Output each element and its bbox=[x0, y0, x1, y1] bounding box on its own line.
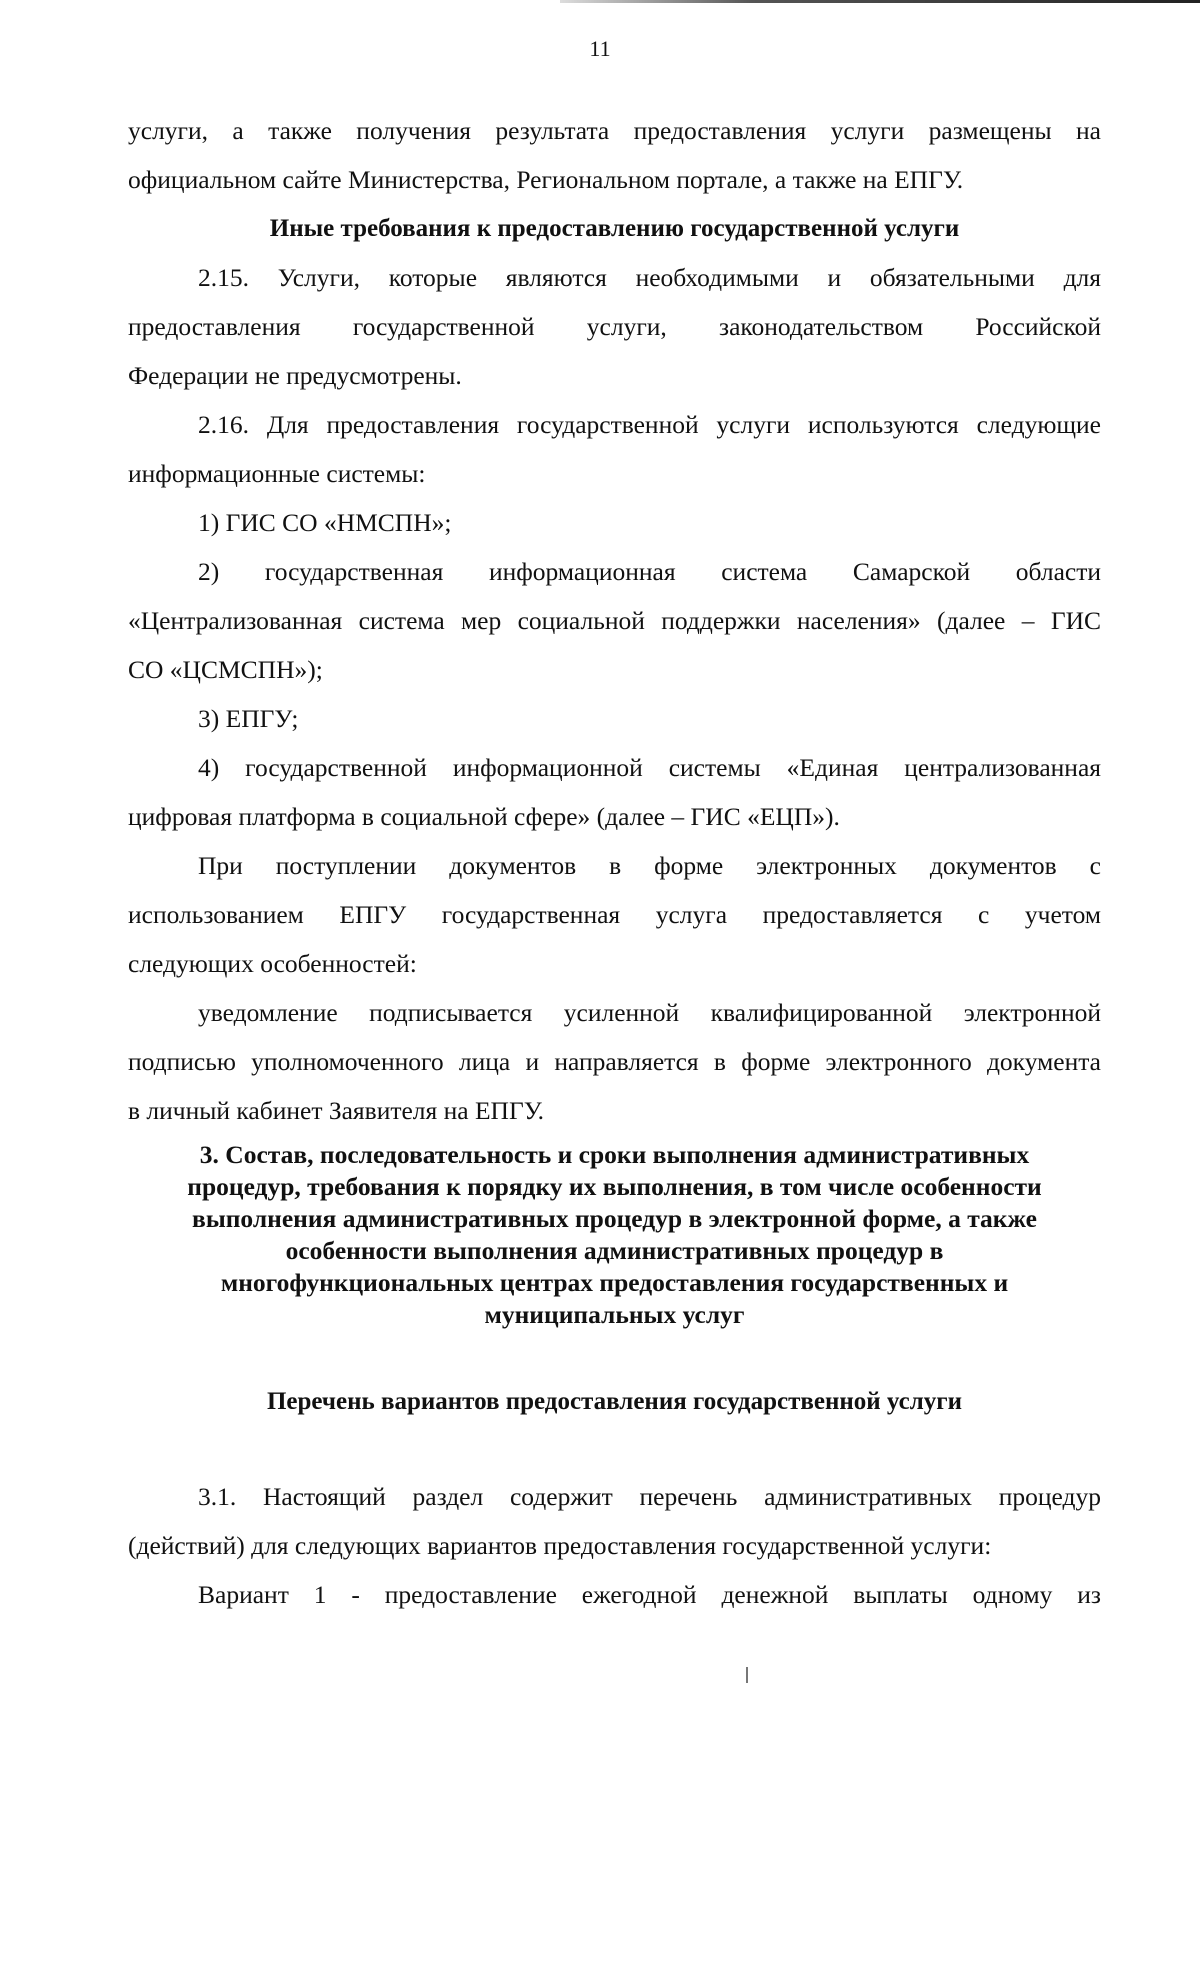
paragraph-notification-line: подписью уполномоченного лица и направляется в форме электронного документа bbox=[128, 1047, 1101, 1076]
list-item-4-line: 4) государственной информационной системы «Единая централизованная bbox=[198, 753, 1101, 782]
paragraph-3-1-line: 3.1. Настоящий раздел содержит перечень административных процедур bbox=[198, 1482, 1101, 1511]
paragraph-notification-line: в личный кабинет Заявителя на ЕПГУ. bbox=[128, 1096, 544, 1125]
paragraph-2-15-line: Федерации не предусмотрены. bbox=[128, 361, 462, 390]
paragraph-notification-line: уведомление подписывается усиленной квалифицированной электронной bbox=[198, 998, 1101, 1027]
section-heading-line: особенности выполнения административных процедур в bbox=[285, 1236, 944, 1265]
paragraph-2-16-line: информационные системы: bbox=[128, 459, 426, 488]
list-item-2-line: «Централизованная система мер социальной поддержки населения» (далее – ГИС bbox=[128, 606, 1101, 635]
subsection-heading-variants: Перечень вариантов предоставления государственной услуги bbox=[266, 1388, 963, 1415]
variant-1-line: Вариант 1 - предоставление ежегодной денежной выплаты одному из bbox=[198, 1580, 1101, 1609]
section-heading-line: 3. Состав, последовательность и сроки выполнения административных bbox=[199, 1140, 1030, 1169]
section-heading-line: многофункциональных центрах предоставления государственных и bbox=[220, 1268, 1009, 1297]
page-number: 11 bbox=[589, 36, 611, 61]
list-item-1: 1) ГИС СО «НМСПН»; bbox=[198, 508, 452, 537]
section-heading-line: выполнения административных процедур в электронной форме, а также bbox=[192, 1204, 1037, 1233]
section-3-heading bbox=[128, 1139, 1101, 1331]
scan-edge-line bbox=[560, 0, 1200, 3]
scan-mark bbox=[746, 1667, 748, 1683]
list-item-3: 3) ЕПГУ; bbox=[198, 704, 299, 733]
section-heading-line: муниципальных услуг bbox=[484, 1300, 745, 1329]
paragraph-2-15-line: 2.15. Услуги, которые являются необходимыми и обязательными для bbox=[198, 263, 1101, 292]
section-heading-line: процедур, требования к порядку их выполнения, в том числе особенности bbox=[187, 1172, 1042, 1201]
paragraph-line: услуги, а также получения результата предоставления услуги размещены на bbox=[128, 116, 1101, 145]
paragraph-electronic-line: следующих особенностей: bbox=[128, 949, 417, 978]
paragraph-electronic-line: При поступлении документов в форме электронных документов с bbox=[198, 851, 1101, 880]
paragraph-2-15-line: предоставления государственной услуги, законодательством Российской bbox=[128, 312, 1101, 341]
paragraph-3-1-line: (действий) для следующих вариантов предоставления государственной услуги: bbox=[128, 1531, 992, 1560]
list-item-2-line: 2) государственная информационная система Самарской области bbox=[198, 557, 1101, 586]
paragraph-line: официальном сайте Министерства, Региональном портале, а также на ЕПГУ. bbox=[128, 165, 964, 194]
paragraph-2-16-line: 2.16. Для предоставления государственной услуги используются следующие bbox=[198, 410, 1101, 439]
paragraph-electronic-line: использованием ЕПГУ государственная услуга предоставляется с учетом bbox=[128, 900, 1101, 929]
list-item-2-line: СО «ЦСМСПН»); bbox=[128, 655, 323, 684]
subsection-heading-other-requirements: Иные требования к предоставлению государственной услуги bbox=[269, 215, 960, 242]
document-body bbox=[128, 106, 1101, 1619]
list-item-4-line: цифровая платформа в социальной сфере» (далее – ГИС «ЕЦП»). bbox=[128, 802, 840, 831]
